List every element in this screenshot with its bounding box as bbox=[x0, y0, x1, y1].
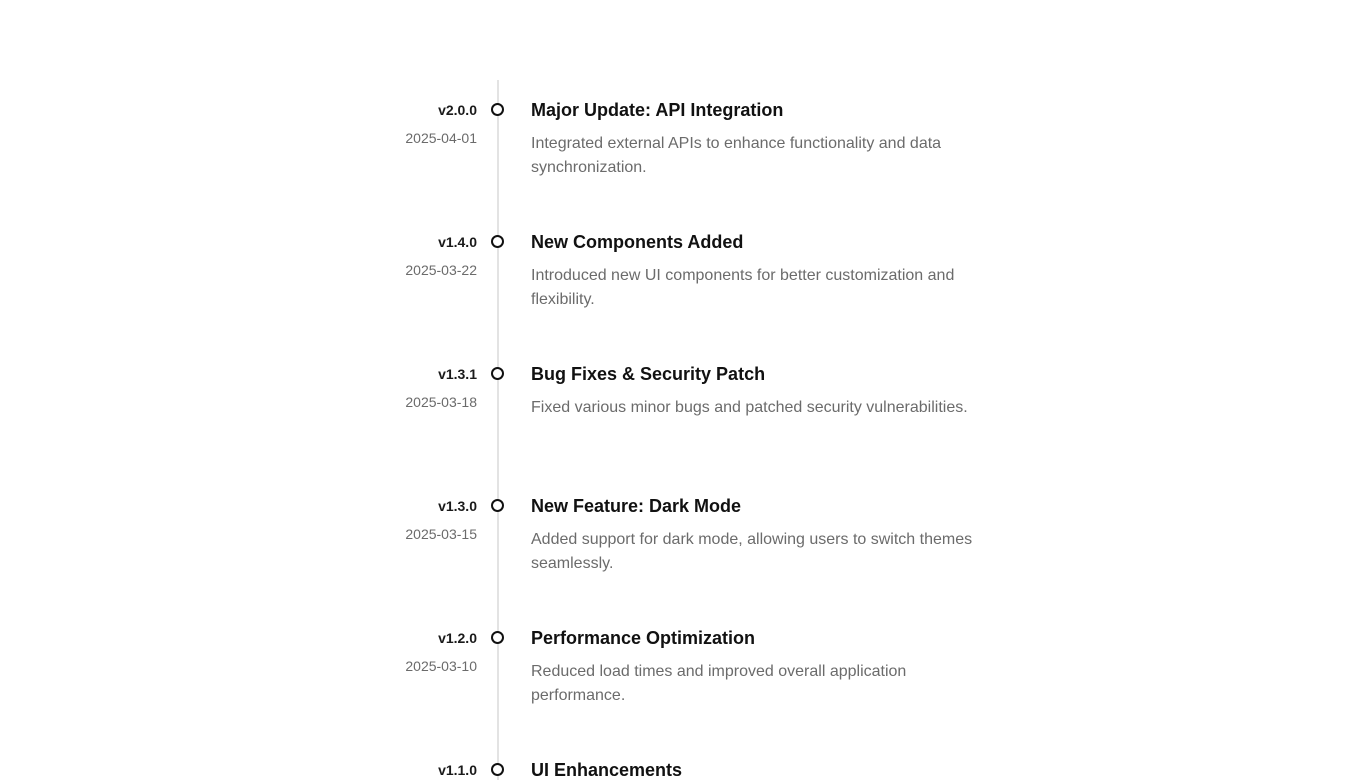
timeline-entry bbox=[0, 88, 1366, 220]
timeline-dot-icon bbox=[491, 103, 504, 116]
entry-title: Bug Fixes & Security Patch bbox=[531, 364, 766, 384]
entry-title: UI Enhancements bbox=[531, 760, 683, 780]
entry-description: Integrated external APIs to enhance functionality and data synchronization. bbox=[531, 135, 942, 176]
timeline-entry bbox=[0, 748, 1366, 780]
entry-version: v1.3.1 bbox=[438, 366, 477, 382]
entry-version: v1.2.0 bbox=[438, 630, 477, 646]
entry-title: New Components Added bbox=[531, 232, 744, 252]
timeline-dot-icon bbox=[491, 631, 504, 644]
entry-date: 2025-03-10 bbox=[405, 658, 477, 674]
entry-version: v1.1.0 bbox=[438, 762, 477, 778]
entry-title: New Feature: Dark Mode bbox=[531, 496, 742, 516]
timeline-entry bbox=[0, 352, 1366, 484]
timeline-dot-icon bbox=[491, 235, 504, 248]
entry-version: v1.4.0 bbox=[438, 234, 477, 250]
timeline-dot-icon bbox=[491, 367, 504, 380]
entry-title: Performance Optimization bbox=[531, 628, 756, 648]
timeline-dot-icon bbox=[491, 499, 504, 512]
entry-title: Major Update: API Integration bbox=[531, 100, 784, 120]
entry-date: 2025-04-01 bbox=[405, 130, 477, 146]
entry-description: Introduced new UI components for better customization and flexibility. bbox=[531, 267, 955, 308]
timeline-entry bbox=[0, 616, 1366, 748]
entry-date: 2025-03-22 bbox=[405, 262, 477, 278]
entry-description: Added support for dark mode, allowing users to switch themes seamlessly. bbox=[531, 531, 973, 572]
entry-description: Reduced load times and improved overall application performance. bbox=[531, 663, 907, 704]
timeline-entry bbox=[0, 484, 1366, 616]
entry-version: v1.3.0 bbox=[438, 498, 477, 514]
timeline-dot-icon bbox=[491, 763, 504, 776]
entry-version: v2.0.0 bbox=[438, 102, 477, 118]
entry-date: 2025-03-18 bbox=[405, 394, 477, 410]
timeline-entry bbox=[0, 220, 1366, 352]
entry-description: Fixed various minor bugs and patched security vulnerabilities. bbox=[531, 399, 968, 416]
entry-date: 2025-03-15 bbox=[405, 526, 477, 542]
